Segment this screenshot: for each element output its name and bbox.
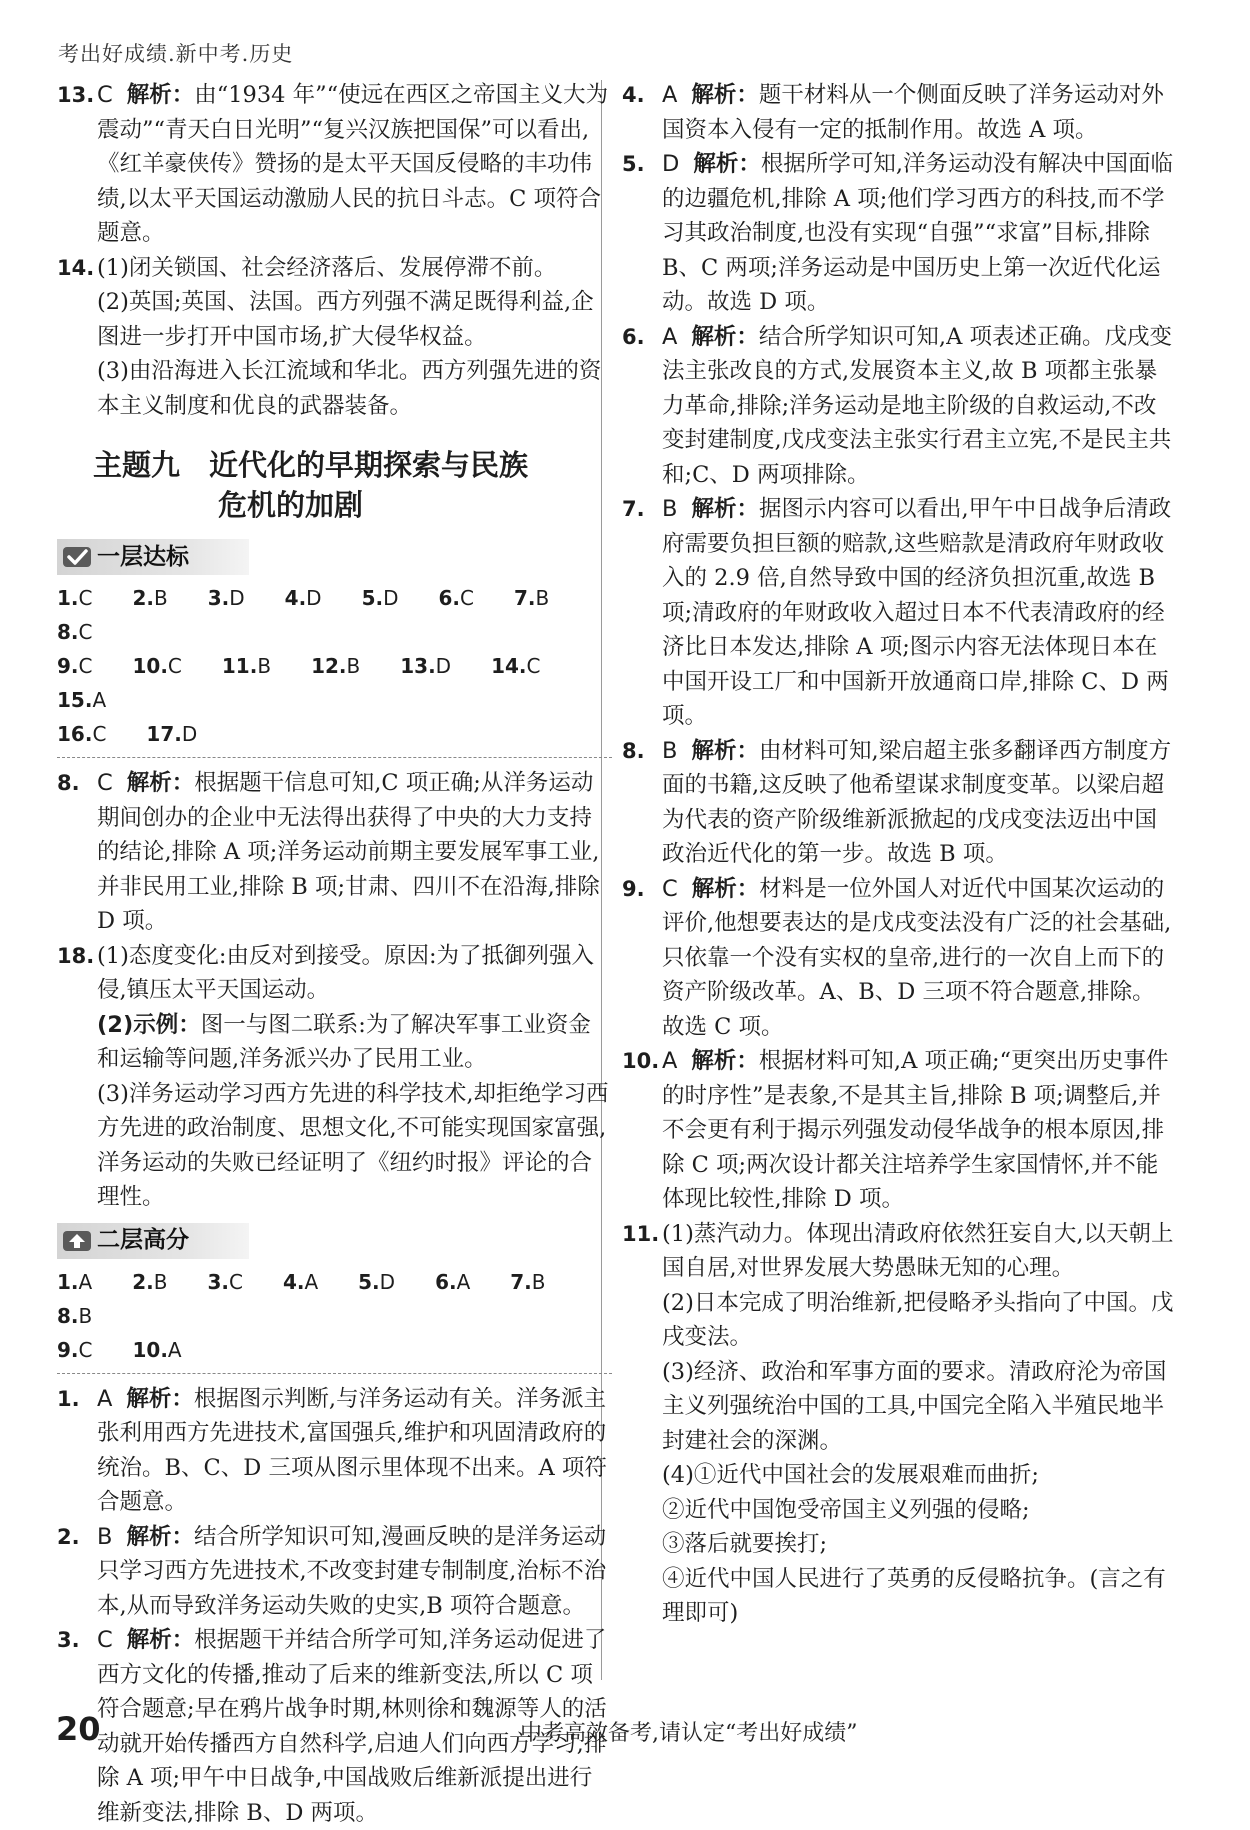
analysis-label: 解析： (126, 1385, 194, 1412)
answer-key: 4.D (284, 586, 322, 610)
answer-item (622, 734, 1177, 872)
answer-key: 14.C (491, 654, 541, 678)
answer-item (622, 147, 1177, 320)
answer-key: 1.A (57, 1269, 93, 1294)
item-number: 9. (622, 876, 645, 901)
answer-item (57, 939, 612, 1215)
answer-item (57, 78, 612, 251)
answer-item (57, 1520, 612, 1624)
answer-part: ②近代中国饱受帝国主义列强的侵略; (662, 1496, 1030, 1523)
answer-letter: C (97, 770, 113, 796)
analysis-label: 解析： (691, 737, 759, 764)
level-banner (57, 539, 249, 575)
answer-letter: C (662, 875, 678, 902)
analysis-text: 由“1934 年”“使远在西区之帝国主义大为震动”“青天白日光明”“复兴汉族把国保”可以看出,《红羊豪侠传》赞扬的是太平天国反侵略的丰功伟绩,以太平天国运动激励人民的抗日斗志。C 项符合题意。 (97, 82, 609, 246)
analysis-text: 结合所学知识可知,漫画反映的是洋务运动只学习西方先进技术,不改变封建专制制度,治标不治本,从而导致洋务运动失败的史实,B 项符合题意。 (97, 1523, 607, 1619)
answer-part: (2)示例：图一与图二联系:为了解决军事工业资金和运输等问题,洋务派兴办了民用工业。 (97, 1011, 591, 1072)
right-column (622, 78, 1177, 1631)
answer-key: 6.A (435, 1269, 471, 1294)
item-number: 8. (622, 738, 645, 763)
answer-row (57, 649, 612, 717)
analysis-text: 根据所学可知,洋务运动没有解决中国面临的边疆危机,排除 A 项;他们学习西方的科技,而不学习其政治制度,也没有实现“自强”“求富”目标,排除 B、C 两项;洋务运动是中国历史上第一次近代化运动。故选 D 项。 (662, 151, 1173, 315)
answer-key: 16.C (57, 722, 107, 746)
answer-key: 6.C (438, 586, 474, 610)
analysis-text: 根据材料可知,A 项正确;“更突出历史事件的时序性”是表象,不是其主旨,排除 B 项;调整后,并不会更有利于揭示列强发动侵华战争的根本原因,排除 C 项;两次设计都关注培养学生家国情怀,并不能体现比较性,排除 D 项。 (662, 1048, 1169, 1212)
answer-letter: B (97, 1523, 113, 1550)
answer-key: 3.C (207, 1269, 243, 1294)
topic-title-line1: 主题九 近代化的早期探索与民族 (93, 448, 529, 482)
answer-part: (1)蒸汽动力。体现出清政府依然狂妄自大,以天朝上国自居,对世界发展大势愚昧无知的心理。 (662, 1220, 1174, 1281)
answer-part: (4)①近代中国社会的发展艰难而曲折; (662, 1462, 1039, 1488)
answer-key: 13.D (400, 654, 452, 678)
arrow-up-icon (57, 1223, 97, 1259)
answer-part: (2)英国;英国、法国。西方列强不满足既得利益,企图进一步打开中国市场,扩大侵华权益。 (97, 289, 594, 350)
analysis-label: 解析： (691, 82, 759, 108)
example-label: (2)示例： (97, 1011, 201, 1038)
answer-key: 2.B (132, 1269, 168, 1294)
answer-part: (3)经济、政治和军事方面的要求。清政府沦为帝国主义列强统治中国的工具,中国完全陷入半殖民地半封建社会的深渊。 (662, 1358, 1167, 1454)
answer-letter: C (97, 1627, 113, 1653)
answer-key: 12.B (311, 654, 361, 678)
item-number: 10. (622, 1049, 660, 1073)
answer-key: 8.B (57, 1303, 93, 1328)
answer-key: 11.B (221, 654, 272, 678)
item-number: 5. (622, 152, 645, 176)
item-number: 3. (57, 1628, 80, 1652)
level-label: 一层达标 (97, 543, 189, 570)
analysis-text: 根据图示判断,与洋务运动有关。洋务派主张利用西方先进技术,富国强兵,维护和巩固清政府的统治。B、C、D 三项从图示里体现不出来。A 项符合题意。 (97, 1385, 607, 1515)
answer-letter: B (662, 737, 678, 764)
answer-part: ④近代中国人民进行了英勇的反侵略抗争。(言之有理即可) (662, 1565, 1166, 1626)
level-banner (57, 1223, 249, 1259)
answer-item (622, 872, 1177, 1045)
analysis-text: 根据题干信息可知,C 项正确;从洋务运动期间创办的企业中无法得出获得了中央的大力支持的结论,排除 A 项;洋务运动前期主要发展军事工业,并非民用工业,排除 B 项;甘肃、四川不在沿海,排除 D 项。 (97, 770, 600, 934)
answer-item (622, 1217, 1177, 1631)
answer-row (57, 581, 612, 649)
answer-row (57, 1333, 612, 1367)
item-number: 13. (57, 83, 95, 107)
answer-key: 7.B (510, 1269, 546, 1294)
analysis-label: 解析： (126, 1627, 195, 1653)
answer-part: (1)态度变化:由反对到接受。原因:为了抵御列强入侵,镇压太平天国运动。 (97, 942, 595, 1003)
answer-key: 7.B (513, 586, 550, 610)
analysis-label: 解析： (126, 82, 195, 108)
answer-item (622, 320, 1177, 493)
answer-part: (1)闭关锁国、社会经济落后、发展停滞不前。 (97, 254, 557, 281)
topic-title-line2: 危机的加剧 (218, 488, 364, 522)
item-number: 8. (57, 771, 80, 795)
analysis-text: 据图示内容可以看出,甲午中日战争后清政府需要负担巨额的赔款,这些赔款是清政府年财政收入的 2.9 倍,自然导致中国的经济负担沉重,故选 B 项;清政府的年财政收入超过日本不代表清政府的经济比日本发达,排除 A 项;图示内容无法体现日本在中国开设工厂和中国新开放通商口岸,排除 C、D 两项。 (662, 496, 1172, 729)
answer-key: 9.C (57, 1337, 93, 1362)
answer-part: (3)由沿海进入长江流域和华北。西方列强先进的资本主义制度和优良的武器装备。 (97, 358, 602, 419)
answer-key: 10.A (132, 1337, 182, 1362)
answer-key: 1.C (57, 586, 93, 610)
answer-row (57, 1265, 612, 1333)
item-number: 2. (57, 1524, 80, 1549)
answer-key: 10.C (132, 654, 182, 678)
check-icon (57, 539, 97, 575)
item-number: 1. (57, 1386, 80, 1411)
answer-letter: A (662, 323, 678, 350)
answer-key: 15.A (57, 688, 107, 712)
page-number: 20 (56, 1710, 101, 1748)
answer-item (57, 1382, 612, 1520)
item-number: 4. (622, 83, 645, 107)
dashed-separator (57, 757, 612, 758)
answer-key: 4.A (282, 1269, 319, 1294)
topic-heading (93, 445, 612, 525)
answer-key: 9.C (57, 654, 93, 678)
answer-key: 8.C (57, 620, 93, 644)
answer-part: (3)洋务运动学习西方先进的科学技术,却拒绝学习西方先进的政治制度、思想文化,不可能实现国家富强,洋务运动的失败已经证明了《纽约时报》评论的合理性。 (97, 1080, 609, 1210)
answer-letter: D (662, 151, 680, 177)
dashed-separator (57, 1373, 612, 1374)
analysis-text: 由材料可知,梁启超主张多翻译西方制度方面的书籍,这反映了他希望谋求制度变革。以梁启超为代表的资产阶级维新派掀起的戊戌变法迈出中国政治近代化的第一步。故选 B 项。 (662, 737, 1172, 867)
answer-row (57, 717, 612, 751)
analysis-label: 解析： (691, 1048, 759, 1074)
answer-key: 3.D (207, 586, 245, 610)
answer-item (622, 78, 1177, 147)
analysis-label: 解析： (126, 770, 195, 796)
answer-key: 2.B (132, 586, 168, 610)
analysis-label: 解析： (691, 496, 759, 522)
item-number: 7. (622, 497, 645, 521)
answer-part: (2)日本完成了明治维新,把侵略矛头指向了中国。戊戌变法。 (662, 1289, 1174, 1350)
answer-key: 17.D (146, 722, 198, 746)
analysis-text: 根据题干并结合所学可知,洋务运动促进了西方文化的传播,推动了后来的维新变法,所以 C 项符合题意;早在鸦片战争时期,林则徐和魏源等人的活动就开始传播西方自然科学,启迪人们向西方学习,排除 A 项;甲午中日战争,中国战败后维新派提出进行维新变法,排除 B、D 两项。 (97, 1627, 607, 1826)
item-number: 18. (57, 943, 95, 968)
analysis-text: 题干材料从一个侧面反映了洋务运动对外国资本入侵有一定的抵制作用。故选 A 项。 (662, 82, 1164, 143)
answer-key: 5.D (361, 586, 399, 610)
item-number: 11. (622, 1221, 660, 1246)
page-header: 考出好成绩.新中考.历史 (58, 42, 294, 66)
answer-item (622, 1044, 1177, 1217)
left-column (57, 78, 612, 1830)
analysis-label: 解析： (691, 875, 760, 902)
answer-letter: A (97, 1385, 113, 1412)
analysis-label: 解析： (693, 151, 761, 177)
analysis-text: 结合所学知识可知,A 项表述正确。戊戌变法主张改良的方式,发展资本主义,故 B 项都主张暴力革命,排除;洋务运动是地主阶级的自救运动,不改变封建制度,戊戌变法主张实行君主立宪,不是民主共和;C、D 两项排除。 (662, 323, 1172, 488)
answer-item (57, 251, 612, 424)
footer-slogan: 中考高效备考,请认定“考出好成绩” (520, 1721, 858, 1746)
answer-item (57, 766, 612, 939)
analysis-label: 解析： (691, 323, 759, 350)
item-number: 14. (57, 255, 95, 280)
answer-key: 5.D (358, 1269, 396, 1294)
answer-item (622, 492, 1177, 734)
answer-part: ③落后就要挨打; (662, 1531, 828, 1557)
answer-letter: C (97, 82, 113, 108)
level-label: 二层高分 (97, 1227, 189, 1254)
analysis-text: 材料是一位外国人对近代中国某次运动的评价,他想要表达的是戊戌变法没有广泛的社会基础,只依靠一个没有实权的皇帝,进行的一次自上而下的资产阶级改革。A、B、D 三项不符合题意,排除。故选 C 项。 (662, 875, 1172, 1040)
answer-letter: A (662, 82, 678, 108)
answer-letter: A (662, 1048, 678, 1074)
analysis-label: 解析： (126, 1523, 194, 1550)
item-number: 6. (622, 324, 645, 349)
answer-letter: B (662, 496, 678, 522)
